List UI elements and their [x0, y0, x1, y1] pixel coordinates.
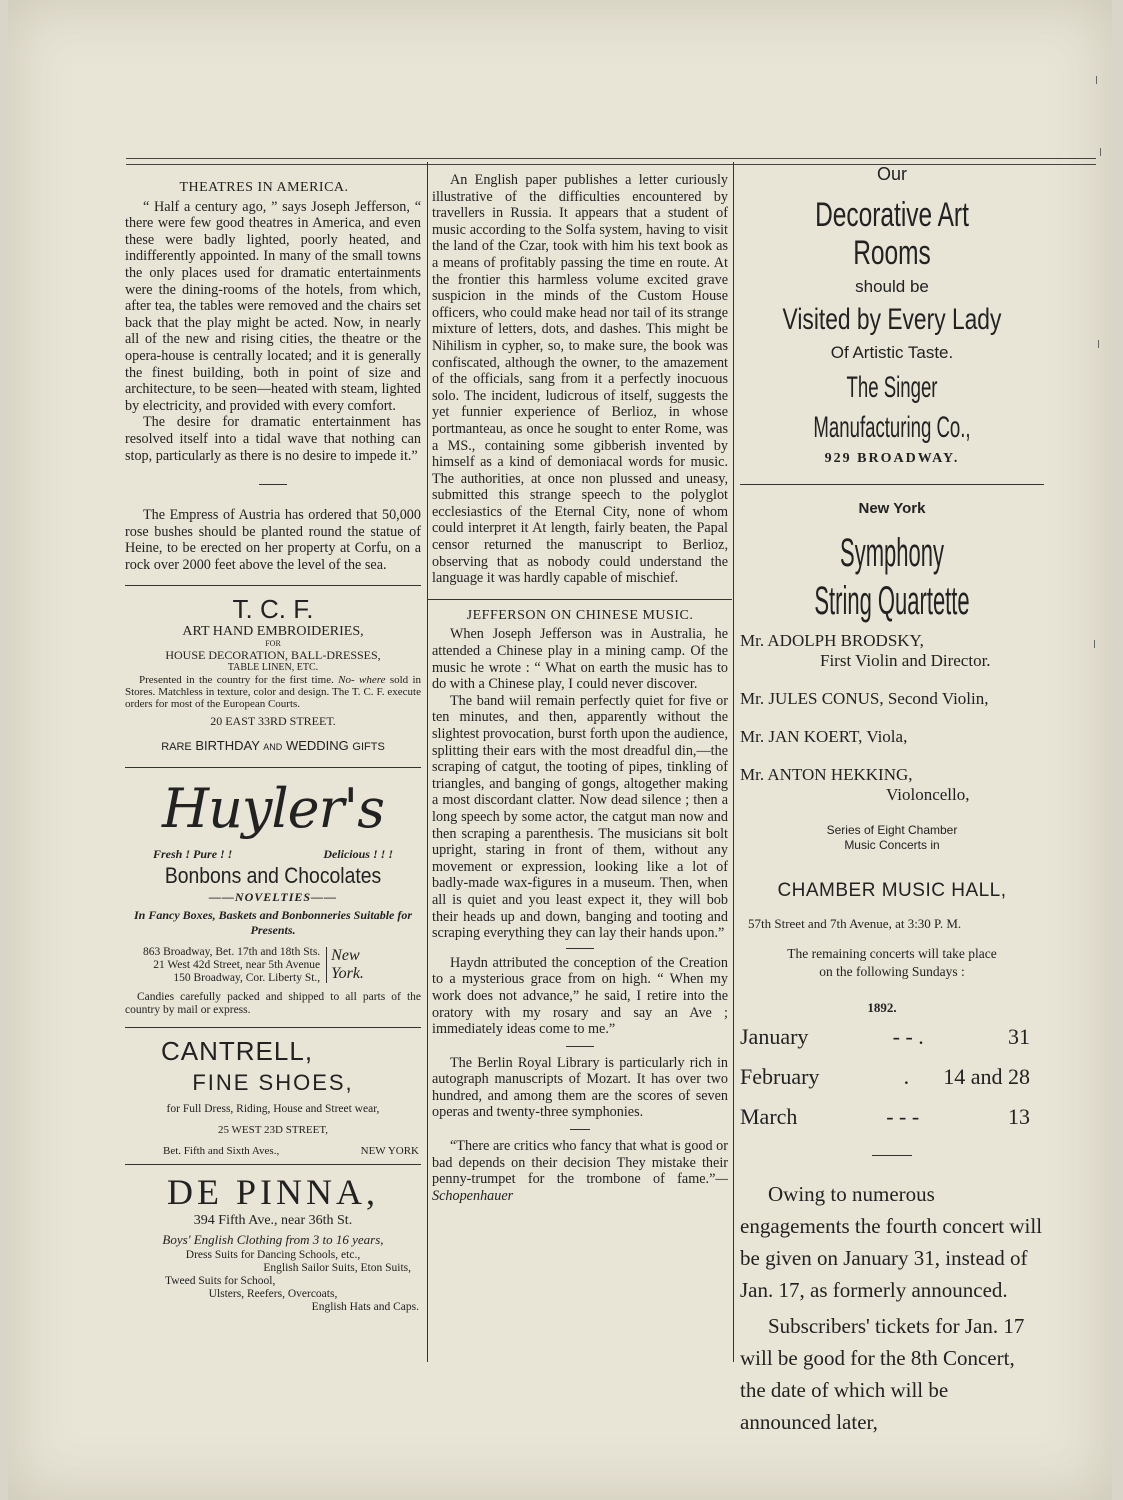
huylers-addresses: 863 Broadway, Bet. 17th and 18th Sts. 21 West 42d Street, near 5th Avenue 150 Broadway, Cor. Liberty St., New York.	[143, 945, 364, 984]
cantrell-advertisement	[125, 1036, 421, 1160]
column-divider-2	[733, 162, 734, 1362]
singer-broadway: 929 BROADWAY.	[824, 451, 960, 466]
jefferson-paragraph-2: The band wiil remain perfectly quiet for five or ten minutes, and then, apparently without the slightest provocation, burst forth upon the audience, splitting their ears with the most dreadful din,—the scraping of catgut, the tooting of pipes, tinkling of triangles, and banging of gongs, altogether making a most discordant clatter. Now dead silence ; then a long speech by some actor, the catgut man now and then scraping a parenthesis. The musicians sit bolt upright, staring in front of them, without any movement or expression, looking like a lot of badly-made wax-figures in a museum. Then, when all is quiet and you least expect it, they will bob their heads up and down, banging and tooting and scraping everything they can lay their hands upon.”	[432, 692, 728, 942]
depinna-line1: Boys' English Clothing from 3 to 16 years,	[162, 1231, 384, 1247]
singer-company: The Singer Manufacturing Co.,	[813, 371, 971, 444]
huylers-advertisement	[125, 776, 421, 1016]
date-row: March - - - 13	[740, 1104, 1030, 1129]
depinna-address: 394 Fifth Ave., near 36th St.	[193, 1212, 353, 1228]
singer-our: Our	[876, 164, 907, 184]
column-right	[740, 160, 1044, 1438]
owing-notice: Owing to numerous engagements the fourth concert will be given on January 31, instead of Jan. 17, as formerly announced.	[740, 1182, 1043, 1302]
date-row: January - - . 31	[740, 1024, 1030, 1049]
margin-mark	[1100, 148, 1101, 156]
member-brodsky: Mr. ADOLPH BRODSKY,	[740, 631, 924, 650]
depinna-line4: Tweed Suits for School,	[165, 1274, 276, 1287]
divider	[125, 1164, 421, 1165]
depinna-line5: Ulsters, Reefers, Overcoats,	[208, 1287, 338, 1300]
divider	[872, 1155, 912, 1156]
divider	[259, 484, 287, 485]
divider	[740, 484, 1044, 485]
hall-location: 57th Street and 7th Avenue, at 3:30 P. M.	[748, 916, 962, 931]
top-rule	[126, 158, 1096, 159]
tcf-line1: ART HAND EMBROIDERIES,	[182, 624, 364, 640]
huylers-tagline: Fresh ! Pure ! ! Delicious ! ! !	[153, 847, 393, 862]
cantrell-address: 25 WEST 23D STREET,	[218, 1123, 328, 1136]
divider	[566, 948, 594, 949]
member-koert: Mr. JAN KOERT, Viola,	[740, 727, 908, 746]
divider	[125, 585, 421, 586]
cantrell-desc: for Full Dress, Riding, House and Street wear,	[166, 1102, 380, 1115]
theatres-title: THEATRES IN AMERICA.	[179, 180, 349, 195]
depinna-line2: Dress Suits for Dancing Schools, etc.,	[185, 1248, 361, 1261]
tcf-gifts: RARE BIRTHDAY AND WEDDING GIFTS	[161, 738, 385, 754]
program-page	[8, 0, 1112, 1500]
margin-mark	[1096, 76, 1097, 84]
huylers-headline: Bonbons and Chocolates	[164, 863, 382, 889]
depinna-line6: English Hats and Caps.	[311, 1300, 419, 1313]
berlin-paragraph: The Berlin Royal Library is particularly rich in autograph manuscripts of Mozart. It has over two hundred, and among them are the scores of seven operas and twenty-three symphonies.	[432, 1054, 728, 1121]
tcf-line2: HOUSE DECORATION, BALL-DRESSES,	[165, 648, 381, 663]
depinna-title: DE PINNA,	[167, 1171, 379, 1212]
depinna-line3: English Sailor Suits, Eton Suits,	[263, 1261, 411, 1274]
singer-should-be: should be	[855, 277, 929, 296]
column-divider-1	[427, 162, 428, 1362]
theatres-paragraph-1: “ Half a century ago, ” says Joseph Jefferson, “ there were few good theatres in America, and even these were badly lighted, poorly heated, and indifferently appointed. In many of the small towns the only places used for dramatic entertainments were the dining-rooms of the hotels, from which, after tea, the tables were removed and the chairs set back that the play might be acted. Now, in nearly all of the new and rising cities, the theatre or the opera-house is centrally located; and it is generally the finest building, both in point of size and architecture, to be seen—heated with steam, lighted by electricity, and provided with every comfort.	[125, 198, 421, 414]
subscribers-notice: Subscribers' tickets for Jan. 17 will be good for the 8th Concert, the date of which will be announced later,	[740, 1314, 1025, 1434]
margin-mark	[1098, 340, 1099, 348]
huylers-fancy: In Fancy Boxes, Baskets and Bonbonneries Suitable for Presents.	[133, 907, 413, 937]
quartette-advertisement	[740, 499, 1044, 1438]
cantrell-title: CANTRELL,	[161, 1035, 314, 1066]
empress-paragraph: The Empress of Austria has ordered that 50,000 rose bushes should be planted round the statue of Heine, to be erected on her property at Corfu, on a rock over 2000 feet above the level of the sea.	[125, 507, 421, 573]
divider	[570, 1129, 590, 1130]
divider	[566, 1046, 594, 1047]
tcf-address: 20 EAST 33RD STREET.	[210, 714, 336, 729]
tcf-title: T. C. F.	[232, 594, 314, 625]
column-left	[125, 180, 421, 1314]
concert-dates	[740, 1017, 1044, 1137]
singer-decorative: Decorative Art Rooms	[815, 196, 969, 272]
remaining-line2: on the following Sundays :	[819, 964, 965, 979]
tcf-body: Presented in the country for the first time. No- where sold in Stores. Matchless in texture, color and design. The T. C. F. execute orders for most of the European Courts.	[125, 674, 422, 711]
quartette-title: Symphony String Quartette	[814, 531, 970, 623]
divider	[125, 1027, 421, 1028]
column-middle	[432, 172, 728, 1204]
concert-year: 1892.	[867, 1000, 897, 1015]
date-row: February . 14 and 28	[740, 1064, 1030, 1089]
quartette-newyork: New York	[858, 500, 926, 517]
divider	[428, 599, 732, 600]
divider	[125, 767, 421, 768]
margin-mark	[1094, 640, 1095, 648]
cantrell-location: Bet. Fifth and Sixth Aves., NEW YORK	[163, 1144, 419, 1157]
tcf-for: FOR	[265, 639, 281, 649]
singer-artistic: Of Artistic Taste.	[830, 343, 954, 362]
tcf-advertisement	[125, 594, 421, 757]
tcf-line3: TABLE LINEN, ETC.	[227, 662, 319, 674]
member-hekking: Mr. ANTON HEKKING,	[740, 765, 913, 784]
cantrell-sub: FINE SHOES,	[192, 1069, 354, 1095]
jefferson-title: JEFFERSON ON CHINESE MUSIC.	[466, 607, 694, 623]
member-brodsky-role: First Violin and Director.	[820, 651, 991, 670]
jefferson-paragraph-1: When Joseph Jefferson was in Australia, he attended a Chinese play in a mining camp. Of the music he wrote : “ What on earth the music has to do with a Chinese play, I could never discover.	[432, 626, 728, 693]
hall-name: CHAMBER MUSIC HALL,	[777, 880, 1007, 901]
haydn-paragraph: Haydn attributed the conception of the Creation to a mysterious grace from on high. “ When my work does not advance,” he said, I retire into the oratory with my rosary and say an Ave ; immediately ideas come to me.”	[432, 954, 728, 1038]
member-conus: Mr. JULES CONUS, Second Violin,	[740, 689, 989, 708]
member-hekking-role: Violoncello,	[886, 785, 970, 804]
series-line1: Series of Eight Chamber	[826, 823, 958, 837]
singer-visited: Visited by Every Lady	[782, 303, 1002, 336]
series-line2: Music Concerts in	[844, 838, 940, 852]
depinna-advertisement	[125, 1173, 421, 1314]
theatres-paragraph-2: The desire for dramatic entertainment has resolved itself into a tidal wave that nothing can stop, particularly as there is no desire to impede it.”	[125, 414, 421, 464]
english-paper-paragraph: An English paper publishes a letter curiously illustrative of the difficulties encountered by travellers in Russia. It appears that a student of music according to the Solfa system, having to visit the land of the Czar, took with him his text book as a means of profitably passing the time en route. At the frontier this harmless volume excited grave suspicion in the minds of the Custom House officers, who could make head nor tail of its strange mixture of letters, dots, and dashes. This might be Nihilism in cypher, so, to make sure, the book was confiscated, although the owner, to the amazement of the officials, sang from it a perfectly inocuous solo. The incident, ludicrous of itself, suggests the yet funnier experience of Berlioz, in whose portmanteau, as once he sought to enter Rome, was a MS., containing some gibberish invented by himself as a kind of demoniacal words for music. The authorities, at once non plussed and uneasy, submitted this strange speech to the polyglot ecclesiastics of the Eternal City, none of whom could interpret it At length, fairly beaten, the Papal censor returned the manuscript to Berlioz, observing that as nobody could understand the language it was hardly capable of mischief.	[432, 172, 728, 587]
huylers-logo: Huyler's	[162, 777, 384, 841]
critics-paragraph: “There are critics who fancy that what is good or bad depends on their decision They mistake their penny-trumpet for the trombone of fame.”—Schopenhauer	[432, 1138, 728, 1204]
singer-advertisement	[740, 162, 1044, 470]
huylers-note: Candies carefully packed and shipped to all parts of the country by mail or express.	[125, 990, 421, 1016]
huylers-novelties: ——NOVELTIES——	[208, 890, 338, 905]
remaining-line1: The remaining concerts will take place	[787, 946, 997, 961]
